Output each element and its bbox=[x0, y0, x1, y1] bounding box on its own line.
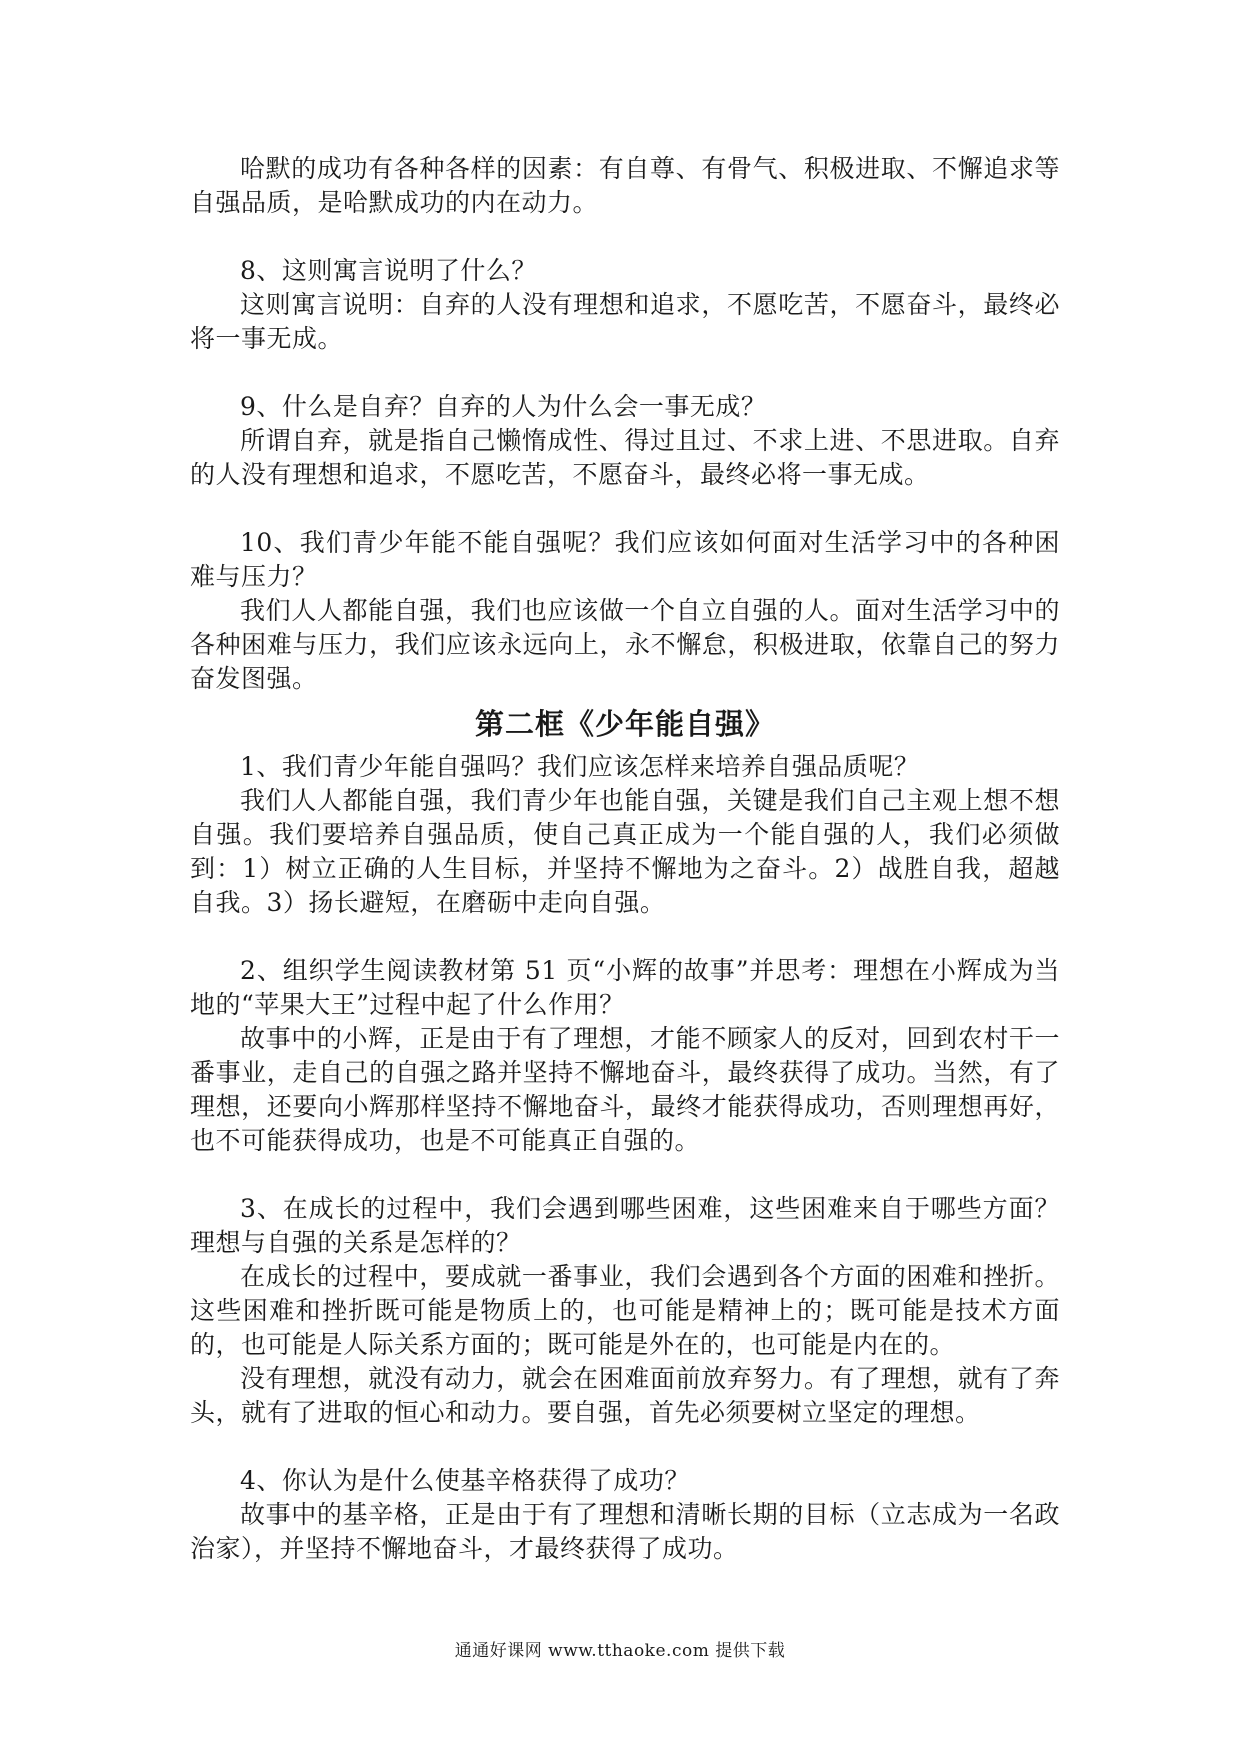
paragraph: 我们人人都能自强，我们青少年也能自强，关键是我们自己主观上想不想自强。我们要培养自强品质，使自己真正成为一个能自强的人，我们必须做到：1）树立正确的人生目标，并坚持不懈地为之奋斗。2）战胜自我，超越自我。3）扬长避短，在磨砺中走向自强。 bbox=[190, 786, 1060, 917]
paragraph: 故事中的小辉，正是由于有了理想，才能不顾家人的反对，回到农村干一番事业，走自己的自强之路并坚持不懈地奋斗，最终获得了成功。当然，有了理想，还要向小辉那样坚持不懈地奋斗，最终才能获得成功，否则理想再好，也不可能获得成功，也是不可能真正自强的。 bbox=[190, 1024, 1060, 1155]
paragraph-gap bbox=[190, 356, 1060, 390]
paragraph-gap bbox=[190, 492, 1060, 526]
paragraph: 2、组织学生阅读教材第 51 页“小辉的故事”并思考：理想在小辉成为当地的“苹果大王”过程中起了什么作用？ bbox=[190, 956, 1060, 1019]
document-body bbox=[190, 152, 1060, 1566]
paragraph-gap bbox=[190, 1430, 1060, 1464]
paragraph: 我们人人都能自强，我们也应该做一个自立自强的人。面对生活学习中的各种困难与压力，我们应该永远向上，永不懈怠，积极进取，依靠自己的努力奋发图强。 bbox=[190, 596, 1060, 693]
paragraph: 3、在成长的过程中，我们会遇到哪些困难，这些困难来自于哪些方面？理想与自强的关系是怎样的？ bbox=[190, 1194, 1060, 1257]
paragraph: 8、这则寓言说明了什么？ bbox=[240, 256, 537, 285]
paragraph: 在成长的过程中，要成就一番事业，我们会遇到各个方面的困难和挫折。这些困难和挫折既可能是物质上的，也可能是精神上的；既可能是技术方面的，也可能是人际关系方面的；既可能是外在的，也可能是内在的。 bbox=[190, 1262, 1060, 1359]
paragraph: 没有理想，就没有动力，就会在困难面前放弃努力。有了理想，就有了奔头，就有了进取的恒心和动力。要自强，首先必须要树立坚定的理想。 bbox=[190, 1364, 1060, 1427]
paragraph-gap bbox=[190, 220, 1060, 254]
paragraph: 10、我们青少年能不能自强呢？我们应该如何面对生活学习中的各种困难与压力？ bbox=[190, 528, 1060, 591]
paragraph-gap bbox=[190, 920, 1060, 954]
section-title: 第二框《少年能自强》 bbox=[474, 707, 775, 741]
page-footer: 通通好课网 www.tthaoke.com 提供下载 bbox=[454, 1641, 786, 1661]
paragraph: 哈默的成功有各种各样的因素：有自尊、有骨气、积极进取、不懈追求等自强品质，是哈默成功的内在动力。 bbox=[190, 154, 1060, 217]
paragraph: 故事中的基辛格，正是由于有了理想和清晰长期的目标（立志成为一名政治家），并坚持不懈地奋斗，才最终获得了成功。 bbox=[190, 1500, 1060, 1563]
paragraph: 9、什么是自弃？自弃的人为什么会一事无成？ bbox=[240, 392, 767, 421]
paragraph: 这则寓言说明：自弃的人没有理想和追求，不愿吃苦，不愿奋斗，最终必将一事无成。 bbox=[190, 290, 1060, 353]
paragraph: 所谓自弃，就是指自己懒惰成性、得过且过、不求上进、不思进取。自弃的人没有理想和追求，不愿吃苦，不愿奋斗，最终必将一事无成。 bbox=[190, 426, 1060, 489]
paragraph-gap bbox=[190, 1158, 1060, 1192]
paragraph: 4、你认为是什么使基辛格获得了成功？ bbox=[240, 1466, 690, 1495]
paragraph: 1、我们青少年能自强吗？我们应该怎样来培养自强品质呢？ bbox=[240, 752, 920, 781]
